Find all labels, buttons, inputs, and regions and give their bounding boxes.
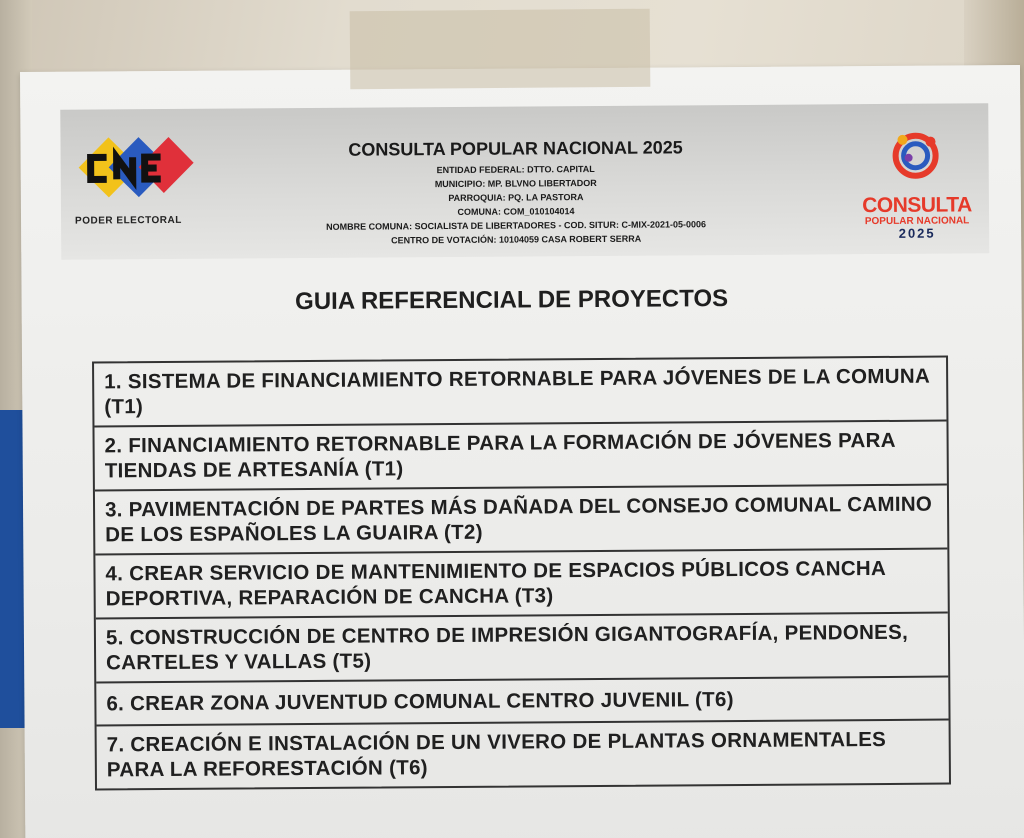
consulta-year: 2025: [898, 225, 936, 241]
project-row-3: 3. PAVIMENTACIÓN DE PARTES MÁS DAÑADA DEL CONSEJO COMUNAL CAMINO DE LOS ESPAÑOLES LA GUAIRA (T2): [95, 486, 947, 556]
cne-logo: [68, 127, 199, 208]
masking-tape: [350, 9, 651, 90]
posted-sheet: [20, 65, 1024, 838]
project-row-4: 4. CREAR SERVICIO DE MANTENIMIENTO DE ESPACIOS PÚBLICOS CANCHA DEPORTIVA, REPARACIÓN DE CANCHA (T3): [95, 550, 947, 620]
project-row-1: 1. SISTEMA DE FINANCIAMIENTO RETORNABLE PARA JÓVENES DE LA COMUNA (T1): [94, 358, 946, 428]
header-line-entidad: ENTIDAD FEDERAL: DTTO. CAPITAL: [436, 163, 595, 176]
consulta-wordmark: CONSULTA: [862, 193, 972, 218]
header-line-municipio: MUNICIPIO: MP. BLVNO LIBERTADOR: [434, 177, 597, 190]
header-line-nombre-comuna: NOMBRE COMUNA: SOCIALISTA DE LIBERTADORES - COD. SITUR: C-MIX-2021-05-0006: [326, 219, 707, 232]
consulta-logo-dot-orange: [897, 135, 907, 145]
project-row-6: 6. CREAR ZONA JUVENTUD COMUNAL CENTRO JUVENIL (T6): [96, 678, 948, 727]
header-line-centro-votacion: CENTRO DE VOTACIÓN: 10104059 CASA ROBERT SERRA: [391, 233, 642, 246]
header-title: CONSULTA POPULAR NACIONAL 2025: [348, 137, 683, 160]
project-row-7: 7. CREACIÓN E INSTALACIÓN DE UN VIVERO DE PLANTAS ORNAMENTALES PARA LA REFORESTACIÓN (T6): [106, 727, 887, 782]
header-line-comuna: COMUNA: COM_010104014: [457, 206, 575, 217]
document-title: GUIA REFERENCIAL DE PROYECTOS: [295, 285, 729, 316]
consulta-logo-dot-purple: [905, 154, 913, 162]
projects-table: [92, 356, 951, 791]
cne-caption: PODER ELECTORAL: [75, 214, 182, 227]
header-text: [270, 137, 761, 248]
header-line-parroquia: PARROQUIA: PQ. LA PASTORA: [448, 192, 584, 204]
project-row-5: 5. CONSTRUCCIÓN DE CENTRO DE IMPRESIÓN GIGANTOGRAFÍA, PENDONES, CARTELES Y VALLAS (T5): [96, 614, 948, 684]
consulta-logo-dot-red: [925, 137, 935, 147]
consulta-subtitle: POPULAR NACIONAL: [864, 215, 970, 228]
project-row-2: 2. FINANCIAMIENTO RETORNABLE PARA LA FORMACIÓN DE JÓVENES PARA TIENDAS DE ARTESANÍA (T1): [94, 422, 946, 492]
